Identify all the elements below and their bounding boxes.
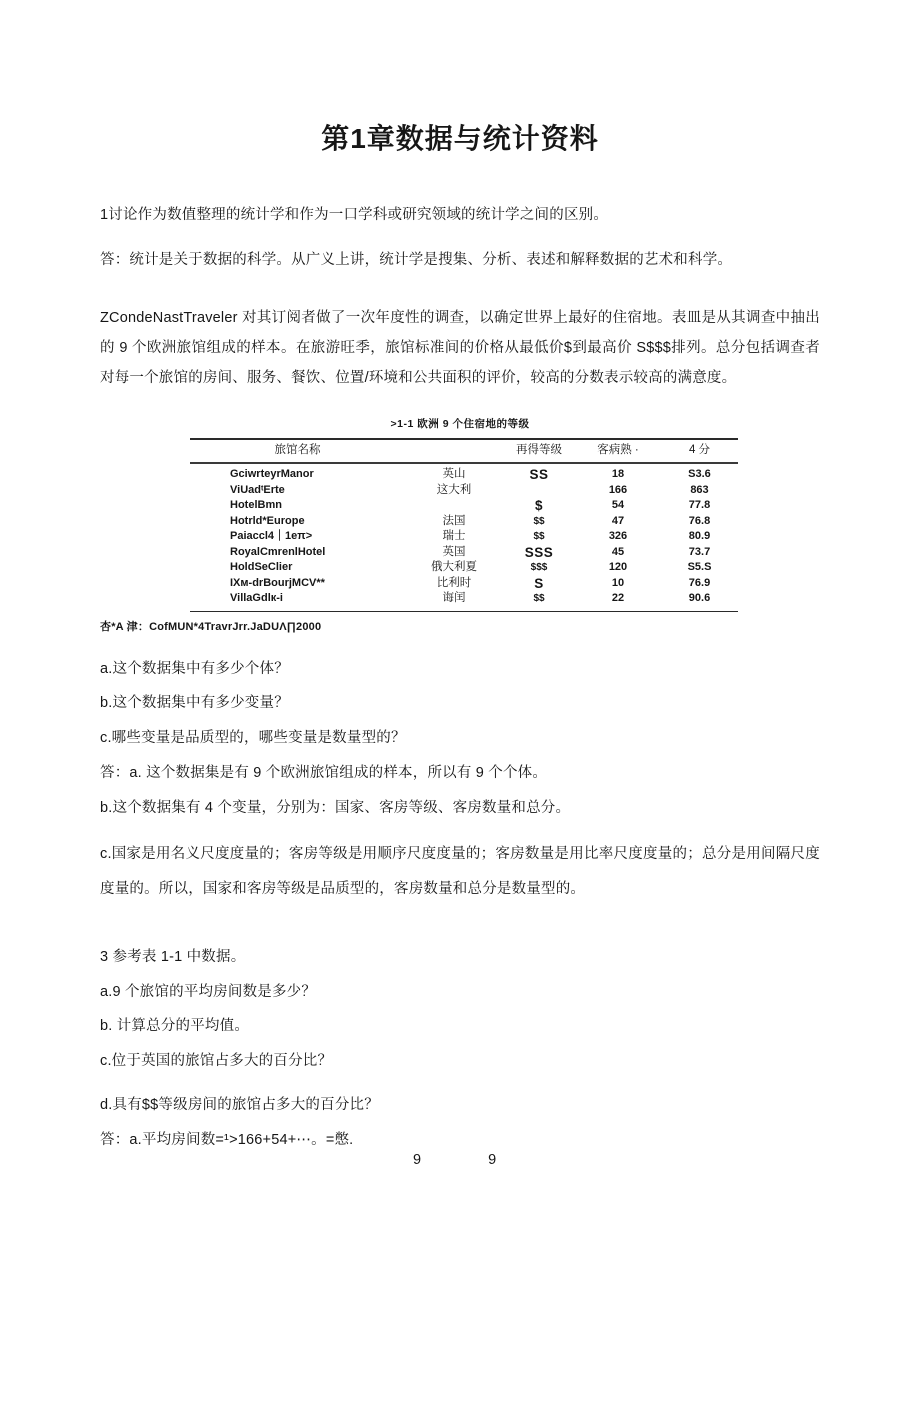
header-country: [405, 439, 503, 463]
exercise3-question-b: b. 计算总分的平均值。: [100, 1017, 250, 1034]
hotel-name: IXᴍ-drBourjMCV**: [230, 576, 325, 589]
hotel-rooms: 120: [608, 561, 628, 573]
answer-1: 答：统计是关于数据的科学。从广义上讲，统计学是搜集、分析、表述和解释数据的艺术和科学。: [100, 252, 733, 268]
denominator-2: 9: [488, 1151, 497, 1168]
exercise2-answer-c: c.国家是用名义尺度度量的；客房等级是用顺序尺度度量的；客房数量是用比率尺度度量的；总分是用间隔尺度度量的。所以，国家和客房等级是品质型的，客房数量和总分是数量型的。: [100, 845, 820, 897]
table-row: [190, 514, 738, 530]
page-title: 第1章数据与统计资料: [321, 123, 599, 154]
hotel-rooms: 10: [611, 576, 625, 589]
table-row: [190, 529, 738, 545]
hotel-country: 英国: [442, 545, 466, 558]
hotel-rating: S: [534, 575, 544, 591]
exercise3-question-c: c.位于英国的旅馆占多大的百分比？: [100, 1052, 333, 1069]
table-row: [190, 498, 738, 514]
hotel-rooms: 45: [611, 545, 625, 558]
hotel-rating: $$$: [530, 562, 548, 573]
exercise3-intro: 3 参考表 1-1 中数据。: [100, 948, 246, 965]
exercise3-question-a: a.9 个旅馆的平均房间数是多少？: [100, 983, 317, 1000]
table-row: [190, 591, 738, 611]
table-row: [190, 576, 738, 592]
hotel-name: RoyalCmrenlHotel: [230, 545, 326, 558]
formula-denominators: [100, 1151, 820, 1169]
table-caption: >1-1 欧洲 9 个住宿地的等级: [390, 418, 530, 430]
hotel-score: S3.6: [688, 468, 711, 480]
table-row: [190, 545, 738, 561]
hotel-rating: $$: [533, 593, 545, 604]
hotel-country: 诲闰: [442, 592, 466, 604]
denominator-1: 9: [413, 1151, 422, 1168]
hotel-country: 这大利: [436, 483, 472, 496]
hotel-country: 法国: [442, 514, 466, 527]
hotel-rating: $$: [533, 531, 545, 542]
hotel-score: 863: [690, 483, 709, 496]
table-header-row: [190, 439, 738, 463]
table-row: [190, 463, 738, 483]
question-2-intro: ZCondeNastTraveler 对其订阅者做了一次年度性的调查，以确定世界上最好的住宿地。表皿是从其调查中抽出的 9 个欧洲旅馆组成的样本。在旅游旺季，旅馆标准间的价格从最低价$到最高价 S$$$排列。总分包括调查者对每一个旅馆的房间、服务、餐饮、位置/环境和公共面积的评价，较高的分数表示较高的满意度。: [100, 310, 820, 386]
hotel-name: Hotrld*Europe: [230, 514, 305, 527]
hotel-name: GciwrteyrManor: [230, 468, 314, 480]
hotel-country: 瑞士: [442, 530, 466, 542]
exercise3-answer-formula: 答：a.平均房间数=¹>166+54+⋯。=憋.: [100, 1131, 354, 1148]
exercise2-question-c: c.哪些变量是品质型的，哪些变量是数量型的？: [100, 729, 406, 746]
hotel-score: 76.9: [688, 576, 711, 589]
hotel-rating: SS: [529, 467, 549, 482]
hotel-score: 80.9: [688, 530, 711, 542]
hotel-score: 90.6: [688, 592, 711, 604]
exercise2-answer-a: 答：a. 这个数据集是有 9 个欧洲旅馆组成的样本，所以有 9 个个体。: [100, 764, 548, 781]
hotel-country: [405, 498, 503, 514]
hotel-country: 俄大利夏: [431, 561, 477, 573]
header-hotel-name: 旅馆名称: [274, 444, 321, 456]
hotel-score: 73.7: [688, 545, 711, 558]
exercise2-question-b: b.这个数据集中有多少变量？: [100, 694, 289, 711]
exercise3-question-d: d.具有$$等级房间的旅馆占多大的百分比？: [100, 1096, 379, 1113]
hotels-ratings-table: [190, 438, 738, 612]
table-row: [190, 560, 738, 576]
question-1: 1讨论作为数值整理的统计学和作为一口学科或研究领域的统计学之间的区别。: [100, 207, 609, 223]
hotel-country: 英山: [442, 468, 466, 480]
hotel-rooms: 326: [608, 530, 628, 542]
hotel-name: HotelBmn: [230, 499, 282, 511]
table-row: [190, 483, 738, 499]
hotel-rating: [503, 483, 575, 499]
hotel-name: VillaGdlк-i: [230, 592, 283, 604]
document-page: [0, 120, 920, 1421]
hotel-rooms: 54: [611, 499, 625, 511]
hotel-rooms: 166: [608, 483, 628, 496]
hotel-name: ViUadᵗErte: [230, 483, 285, 496]
hotel-country: 比利时: [436, 576, 472, 589]
hotel-rating: SSS: [524, 544, 554, 560]
exercise2-question-a: a.这个数据集中有多少个体？: [100, 660, 289, 677]
hotel-score: 76.8: [688, 514, 711, 527]
header-rooms: 客病熟 ·: [597, 444, 639, 456]
hotel-rating: $: [534, 498, 543, 513]
hotel-rooms: 22: [611, 592, 625, 604]
hotel-score: 77.8: [688, 499, 711, 511]
hotel-name: HoldSeClier: [230, 561, 293, 573]
exercise2-answer-b: b.这个数据集有 4 个变量，分别为：国家、客房等级、客房数量和总分。: [100, 799, 571, 816]
hotel-score: S5.S: [687, 561, 712, 573]
hotel-name: Paiaccl4｜1eπ>: [230, 530, 313, 542]
header-rating: 再得等级: [516, 444, 562, 456]
header-score: 4 分: [688, 444, 711, 456]
hotel-rooms: 47: [611, 514, 625, 527]
hotel-rating: $$: [533, 515, 545, 527]
hotel-rooms: 18: [611, 468, 625, 480]
table-source-note: 杏*A 津：CofMUN*4TravrJrr.JaDUΛ∏2000: [100, 620, 322, 633]
